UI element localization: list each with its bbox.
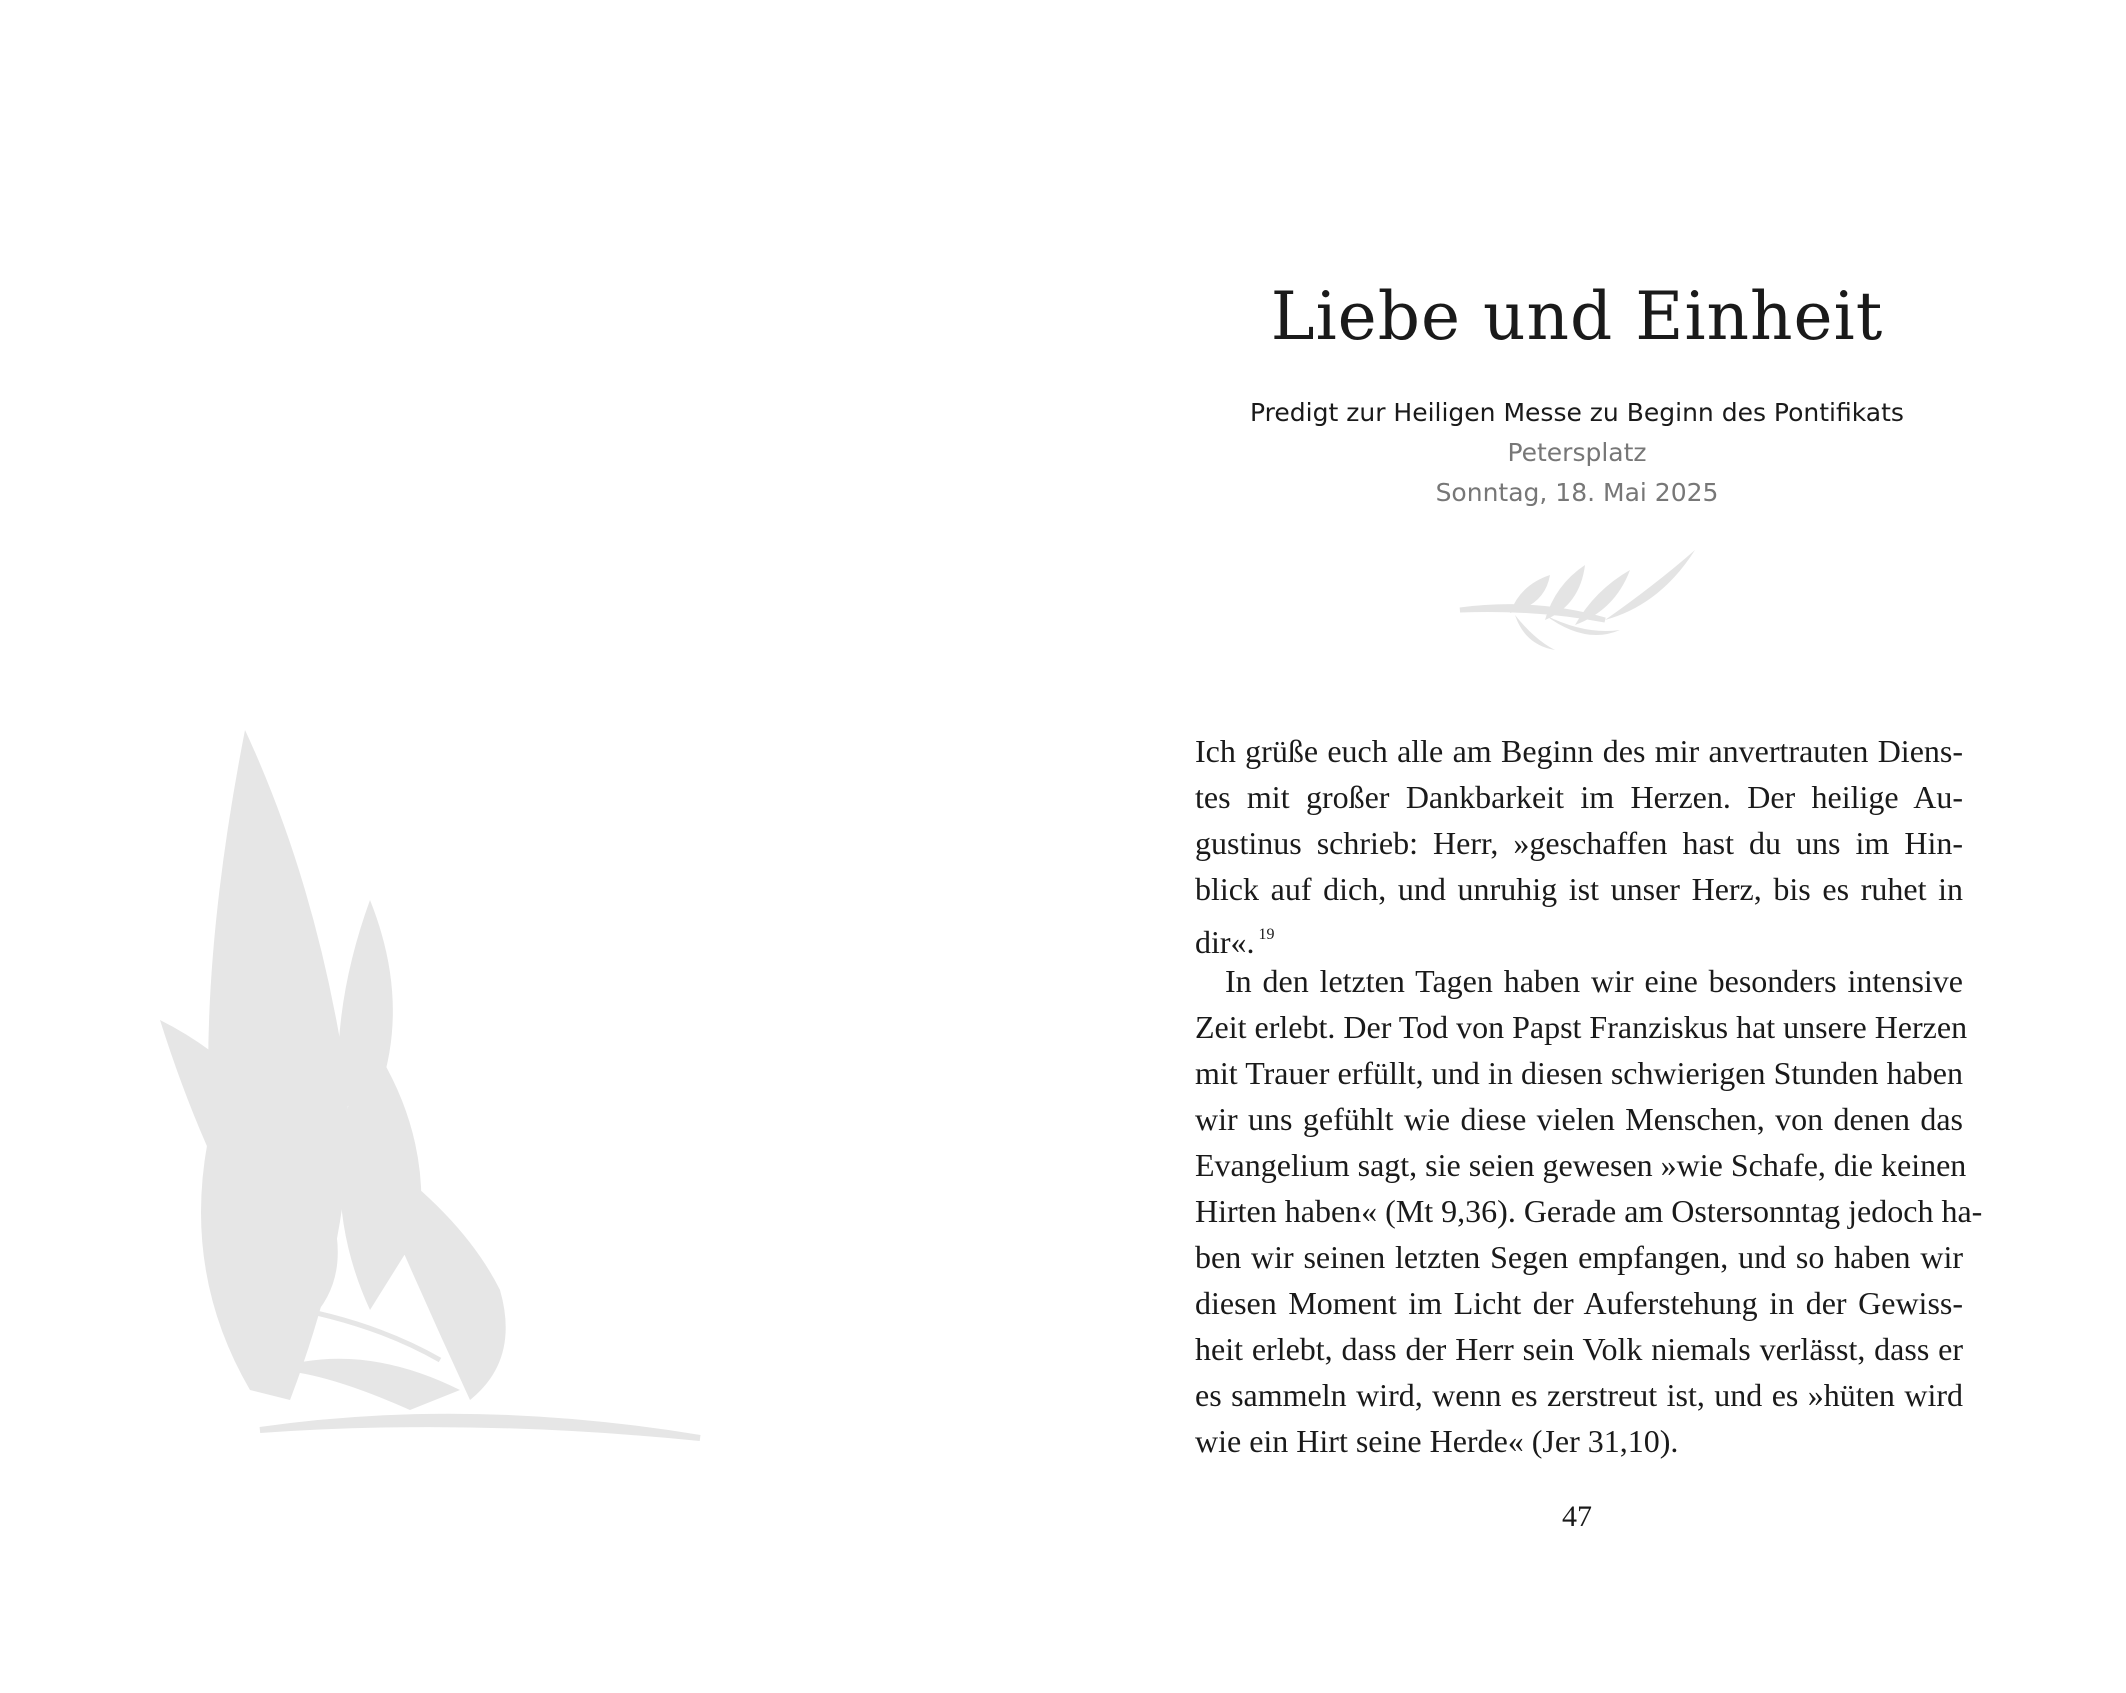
text-line: In den letzten Tagen haben wir eine besonders intensive bbox=[1225, 963, 1963, 999]
text-line: ben wir seinen letzten Segen empfangen, und so haben wir bbox=[1195, 1239, 1963, 1275]
text-line: gustinus schrieb: Herr, »geschaffen hast du uns im Hin- bbox=[1195, 825, 1963, 861]
text-line: Evangelium sagt, sie seien gewesen »wie Schafe, die keinen bbox=[1195, 1147, 1967, 1183]
chapter-title: Liebe und Einheit bbox=[1270, 278, 1884, 355]
text-line: mit Trauer erfüllt, und in diesen schwierigen Stunden haben bbox=[1195, 1055, 1963, 1091]
text-line: wir uns gefühlt wie diese vielen Menschen, von denen das bbox=[1195, 1101, 1963, 1137]
paragraph-2 bbox=[1195, 958, 1983, 1464]
text-line: es sammeln wird, wenn es zerstreut ist, und es »hüten wird bbox=[1195, 1377, 1963, 1413]
page-number: 47 bbox=[1562, 1500, 1592, 1533]
text-line: blick auf dich, und unruhig ist unser Herz, bis es ruhet in bbox=[1195, 871, 1963, 907]
sprig-ornament-icon bbox=[1455, 545, 1705, 655]
text-line: heit erlebt, dass der Herr sein Volk niemals verlässt, dass er bbox=[1195, 1331, 1963, 1367]
sermon-occasion: Predigt zur Heiligen Messe zu Beginn des Pontifikats bbox=[1250, 398, 1904, 427]
paragraph-1 bbox=[1195, 728, 1963, 958]
text-line-content: dir«. bbox=[1195, 924, 1255, 960]
text-line: diesen Moment im Licht der Auferstehung in der Gewiss- bbox=[1195, 1285, 1963, 1321]
text-line: wie ein Hirt seine Herde« (Jer 31,10). bbox=[1195, 1423, 1679, 1459]
text-line: Ich grüße euch alle am Beginn des mir anvertrauten Diens- bbox=[1195, 733, 1963, 769]
text-line: Hirten haben« (Mt 9,36). Gerade am Ostersonntag jedoch ha- bbox=[1195, 1193, 1983, 1229]
olive-branch-illustration bbox=[140, 710, 720, 1450]
text-line: tes mit großer Dankbarkeit im Herzen. Der heilige Au- bbox=[1195, 779, 1963, 815]
sermon-place: Petersplatz bbox=[1507, 438, 1647, 467]
text-line bbox=[1195, 912, 1963, 958]
body-text bbox=[1195, 728, 1983, 1464]
footnote-marker[interactable]: 19 bbox=[1258, 926, 1275, 943]
sermon-date: Sonntag, 18. Mai 2025 bbox=[1435, 478, 1719, 507]
text-line: Zeit erlebt. Der Tod von Papst Franziskus hat unsere Herzen bbox=[1195, 1009, 1968, 1045]
